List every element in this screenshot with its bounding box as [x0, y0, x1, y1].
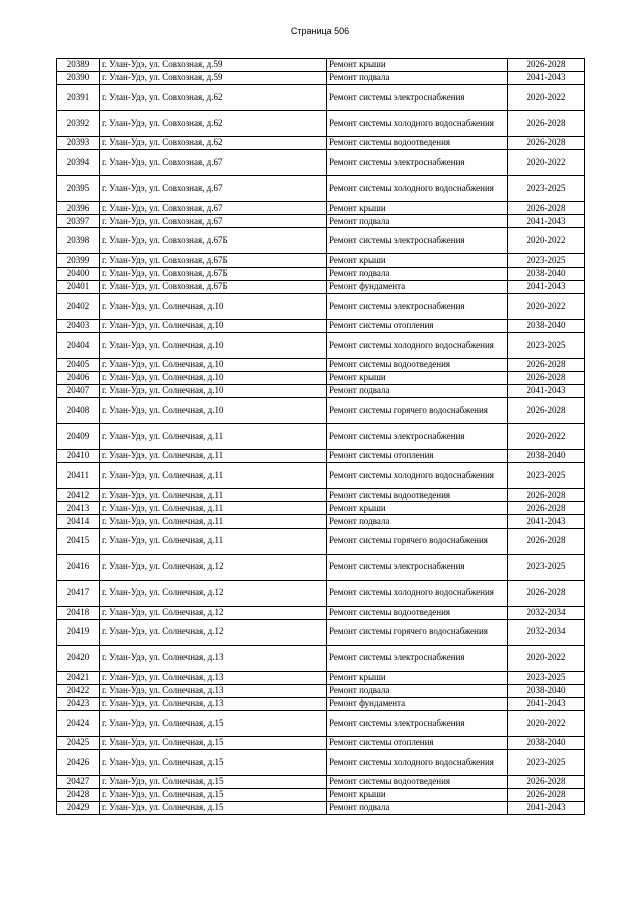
row-address: г. Улан-Удэ, ул. Солнечная, д.13	[100, 645, 327, 671]
row-address: г. Улан-Удэ, ул. Совхозная, д.67	[100, 176, 327, 202]
row-number: 20404	[57, 332, 100, 358]
table-row	[57, 645, 585, 671]
row-address: г. Улан-Удэ, ул. Солнечная, д.15	[100, 749, 327, 775]
row-number: 20394	[57, 150, 100, 176]
row-address: г. Улан-Удэ, ул. Солнечная, д.10	[100, 398, 327, 424]
table-row	[57, 554, 585, 580]
row-period: 2023-2025	[508, 332, 585, 358]
row-number: 20423	[57, 697, 100, 710]
table-row	[57, 293, 585, 319]
table-row	[57, 606, 585, 619]
row-work-type: Ремонт системы отопления	[327, 319, 508, 332]
row-address: г. Улан-Удэ, ул. Солнечная, д.10	[100, 358, 327, 371]
row-period: 2026-2028	[508, 371, 585, 384]
row-address: г. Улан-Удэ, ул. Солнечная, д.10	[100, 319, 327, 332]
row-number: 20425	[57, 736, 100, 749]
row-number: 20392	[57, 111, 100, 137]
row-number: 20419	[57, 619, 100, 645]
row-work-type: Ремонт крыши	[327, 671, 508, 684]
row-period: 2038-2040	[508, 736, 585, 749]
row-period: 2026-2028	[508, 111, 585, 137]
table-row	[57, 619, 585, 645]
table-row	[57, 72, 585, 85]
row-address: г. Улан-Удэ, ул. Совхозная, д.67	[100, 215, 327, 228]
row-address: г. Улан-Удэ, ул. Солнечная, д.12	[100, 554, 327, 580]
table-row	[57, 528, 585, 554]
row-work-type: Ремонт системы отопления	[327, 736, 508, 749]
page-header: Страница 506	[290, 26, 350, 36]
row-number: 20401	[57, 280, 100, 293]
table-row	[57, 358, 585, 371]
table-row	[57, 85, 585, 111]
row-number: 20420	[57, 645, 100, 671]
row-number: 20411	[57, 463, 100, 489]
table-row	[57, 267, 585, 280]
table-row	[57, 176, 585, 202]
row-period: 2020-2022	[508, 645, 585, 671]
row-number: 20403	[57, 319, 100, 332]
table-body	[57, 59, 585, 815]
row-address: г. Улан-Удэ, ул. Солнечная, д.15	[100, 710, 327, 736]
row-work-type: Ремонт системы отопления	[327, 450, 508, 463]
row-number: 20427	[57, 775, 100, 788]
row-work-type: Ремонт фундамента	[327, 697, 508, 710]
table-row	[57, 202, 585, 215]
row-work-type: Ремонт системы электроснабжения	[327, 554, 508, 580]
row-work-type: Ремонт крыши	[327, 59, 508, 72]
row-period: 2026-2028	[508, 502, 585, 515]
row-work-type: Ремонт системы водоотведения	[327, 775, 508, 788]
row-address: г. Улан-Удэ, ул. Солнечная, д.13	[100, 697, 327, 710]
table-row	[57, 228, 585, 254]
table-row	[57, 371, 585, 384]
row-number: 20424	[57, 710, 100, 736]
row-work-type: Ремонт системы горячего водоснабжения	[327, 619, 508, 645]
table-row	[57, 319, 585, 332]
row-period: 2020-2022	[508, 85, 585, 111]
row-number: 20400	[57, 267, 100, 280]
row-address: г. Улан-Удэ, ул. Солнечная, д.11	[100, 515, 327, 528]
row-work-type: Ремонт системы холодного водоснабжения	[327, 463, 508, 489]
table-row	[57, 736, 585, 749]
row-number: 20399	[57, 254, 100, 267]
row-address: г. Улан-Удэ, ул. Совхозная, д.59	[100, 72, 327, 85]
row-period: 2041-2043	[508, 802, 585, 815]
row-number: 20413	[57, 502, 100, 515]
row-number: 20414	[57, 515, 100, 528]
table-row	[57, 150, 585, 176]
table-row	[57, 710, 585, 736]
table-row	[57, 684, 585, 697]
row-period: 2023-2025	[508, 749, 585, 775]
table-row	[57, 463, 585, 489]
row-period: 2038-2040	[508, 684, 585, 697]
row-number: 20412	[57, 489, 100, 502]
row-address: г. Улан-Удэ, ул. Солнечная, д.11	[100, 463, 327, 489]
row-work-type: Ремонт подвала	[327, 515, 508, 528]
row-work-type: Ремонт системы электроснабжения	[327, 228, 508, 254]
row-period: 2026-2028	[508, 489, 585, 502]
row-period: 2020-2022	[508, 150, 585, 176]
row-work-type: Ремонт системы электроснабжения	[327, 150, 508, 176]
row-number: 20417	[57, 580, 100, 606]
row-work-type: Ремонт фундамента	[327, 280, 508, 293]
row-number: 20395	[57, 176, 100, 202]
row-period: 2032-2034	[508, 619, 585, 645]
table-row	[57, 515, 585, 528]
row-work-type: Ремонт крыши	[327, 371, 508, 384]
row-number: 20416	[57, 554, 100, 580]
row-address: г. Улан-Удэ, ул. Солнечная, д.11	[100, 424, 327, 450]
row-number: 20409	[57, 424, 100, 450]
row-work-type: Ремонт системы электроснабжения	[327, 710, 508, 736]
row-period: 2026-2028	[508, 398, 585, 424]
row-work-type: Ремонт системы холодного водоснабжения	[327, 111, 508, 137]
table-row	[57, 254, 585, 267]
row-address: г. Улан-Удэ, ул. Солнечная, д.15	[100, 775, 327, 788]
row-period: 2026-2028	[508, 528, 585, 554]
row-period: 2041-2043	[508, 515, 585, 528]
row-address: г. Улан-Удэ, ул. Совхозная, д.67	[100, 202, 327, 215]
row-number: 20406	[57, 371, 100, 384]
row-period: 2023-2025	[508, 671, 585, 684]
row-address: г. Улан-Удэ, ул. Солнечная, д.13	[100, 671, 327, 684]
row-period: 2026-2028	[508, 775, 585, 788]
row-work-type: Ремонт подвала	[327, 684, 508, 697]
row-number: 20391	[57, 85, 100, 111]
row-number: 20426	[57, 749, 100, 775]
row-number: 20422	[57, 684, 100, 697]
row-work-type: Ремонт системы водоотведения	[327, 137, 508, 150]
row-work-type: Ремонт крыши	[327, 202, 508, 215]
row-period: 2023-2025	[508, 554, 585, 580]
table-row	[57, 450, 585, 463]
row-period: 2023-2025	[508, 463, 585, 489]
row-work-type: Ремонт системы электроснабжения	[327, 85, 508, 111]
row-period: 2020-2022	[508, 293, 585, 319]
row-address: г. Улан-Удэ, ул. Солнечная, д.10	[100, 385, 327, 398]
table-row	[57, 280, 585, 293]
row-period: 2041-2043	[508, 385, 585, 398]
row-period: 2026-2028	[508, 789, 585, 802]
table-row	[57, 215, 585, 228]
table-row	[57, 424, 585, 450]
table-row	[57, 489, 585, 502]
repair-schedule-table	[56, 58, 585, 815]
row-address: г. Улан-Удэ, ул. Солнечная, д.11	[100, 528, 327, 554]
row-number: 20390	[57, 72, 100, 85]
row-number: 20402	[57, 293, 100, 319]
row-work-type: Ремонт подвала	[327, 215, 508, 228]
row-work-type: Ремонт крыши	[327, 502, 508, 515]
row-number: 20410	[57, 450, 100, 463]
table-row	[57, 789, 585, 802]
row-address: г. Улан-Удэ, ул. Совхозная, д.67Б	[100, 254, 327, 267]
row-number: 20415	[57, 528, 100, 554]
table-row	[57, 137, 585, 150]
row-address: г. Улан-Удэ, ул. Совхозная, д.67Б	[100, 228, 327, 254]
table-row	[57, 580, 585, 606]
row-work-type: Ремонт подвала	[327, 385, 508, 398]
row-address: г. Улан-Удэ, ул. Солнечная, д.11	[100, 489, 327, 502]
row-period: 2020-2022	[508, 710, 585, 736]
row-number: 20396	[57, 202, 100, 215]
row-address: г. Улан-Удэ, ул. Солнечная, д.12	[100, 606, 327, 619]
row-work-type: Ремонт системы горячего водоснабжения	[327, 528, 508, 554]
row-address: г. Улан-Удэ, ул. Совхозная, д.62	[100, 111, 327, 137]
row-address: г. Улан-Удэ, ул. Солнечная, д.11	[100, 450, 327, 463]
row-work-type: Ремонт системы холодного водоснабжения	[327, 749, 508, 775]
row-address: г. Улан-Удэ, ул. Совхозная, д.67Б	[100, 267, 327, 280]
row-work-type: Ремонт системы электроснабжения	[327, 293, 508, 319]
table-row	[57, 111, 585, 137]
row-work-type: Ремонт системы холодного водоснабжения	[327, 332, 508, 358]
row-work-type: Ремонт системы электроснабжения	[327, 645, 508, 671]
row-period: 2038-2040	[508, 267, 585, 280]
row-period: 2026-2028	[508, 580, 585, 606]
row-number: 20428	[57, 789, 100, 802]
row-address: г. Улан-Удэ, ул. Совхозная, д.62	[100, 137, 327, 150]
row-address: г. Улан-Удэ, ул. Совхозная, д.62	[100, 85, 327, 111]
row-work-type: Ремонт системы горячего водоснабжения	[327, 398, 508, 424]
row-period: 2023-2025	[508, 176, 585, 202]
table-row	[57, 385, 585, 398]
table-row	[57, 749, 585, 775]
row-address: г. Улан-Удэ, ул. Солнечная, д.13	[100, 684, 327, 697]
row-address: г. Улан-Удэ, ул. Солнечная, д.10	[100, 371, 327, 384]
row-period: 2026-2028	[508, 202, 585, 215]
row-work-type: Ремонт подвала	[327, 802, 508, 815]
row-address: г. Улан-Удэ, ул. Солнечная, д.10	[100, 293, 327, 319]
row-period: 2041-2043	[508, 697, 585, 710]
row-period: 2041-2043	[508, 215, 585, 228]
row-period: 2041-2043	[508, 280, 585, 293]
row-number: 20421	[57, 671, 100, 684]
row-work-type: Ремонт системы холодного водоснабжения	[327, 580, 508, 606]
row-period: 2032-2034	[508, 606, 585, 619]
row-address: г. Улан-Удэ, ул. Солнечная, д.10	[100, 332, 327, 358]
row-address: г. Улан-Удэ, ул. Солнечная, д.15	[100, 736, 327, 749]
row-number: 20397	[57, 215, 100, 228]
row-period: 2020-2022	[508, 228, 585, 254]
row-period: 2026-2028	[508, 59, 585, 72]
row-number: 20429	[57, 802, 100, 815]
row-period: 2023-2025	[508, 254, 585, 267]
row-work-type: Ремонт крыши	[327, 254, 508, 267]
table-row	[57, 332, 585, 358]
table-row	[57, 775, 585, 788]
table-row	[57, 59, 585, 72]
table-row	[57, 671, 585, 684]
row-number: 20405	[57, 358, 100, 371]
row-address: г. Улан-Удэ, ул. Солнечная, д.15	[100, 802, 327, 815]
table-row	[57, 398, 585, 424]
row-address: г. Улан-Удэ, ул. Солнечная, д.12	[100, 619, 327, 645]
row-number: 20407	[57, 385, 100, 398]
row-address: г. Улан-Удэ, ул. Совхозная, д.67Б	[100, 280, 327, 293]
row-address: г. Улан-Удэ, ул. Солнечная, д.15	[100, 789, 327, 802]
row-period: 2038-2040	[508, 319, 585, 332]
row-work-type: Ремонт подвала	[327, 72, 508, 85]
row-period: 2026-2028	[508, 358, 585, 371]
row-work-type: Ремонт подвала	[327, 267, 508, 280]
row-work-type: Ремонт системы водоотведения	[327, 489, 508, 502]
row-address: г. Улан-Удэ, ул. Совхозная, д.59	[100, 59, 327, 72]
table-row	[57, 802, 585, 815]
row-address: г. Улан-Удэ, ул. Солнечная, д.11	[100, 502, 327, 515]
table-row	[57, 502, 585, 515]
row-period: 2026-2028	[508, 137, 585, 150]
row-period: 2041-2043	[508, 72, 585, 85]
row-number: 20398	[57, 228, 100, 254]
row-work-type: Ремонт системы водоотведения	[327, 358, 508, 371]
row-number: 20393	[57, 137, 100, 150]
row-number: 20408	[57, 398, 100, 424]
row-period: 2038-2040	[508, 450, 585, 463]
row-work-type: Ремонт системы холодного водоснабжения	[327, 176, 508, 202]
row-period: 2020-2022	[508, 424, 585, 450]
row-work-type: Ремонт системы водоотведения	[327, 606, 508, 619]
row-number: 20418	[57, 606, 100, 619]
row-work-type: Ремонт системы электроснабжения	[327, 424, 508, 450]
row-number: 20389	[57, 59, 100, 72]
row-address: г. Улан-Удэ, ул. Совхозная, д.67	[100, 150, 327, 176]
row-work-type: Ремонт крыши	[327, 789, 508, 802]
row-address: г. Улан-Удэ, ул. Солнечная, д.12	[100, 580, 327, 606]
table-row	[57, 697, 585, 710]
